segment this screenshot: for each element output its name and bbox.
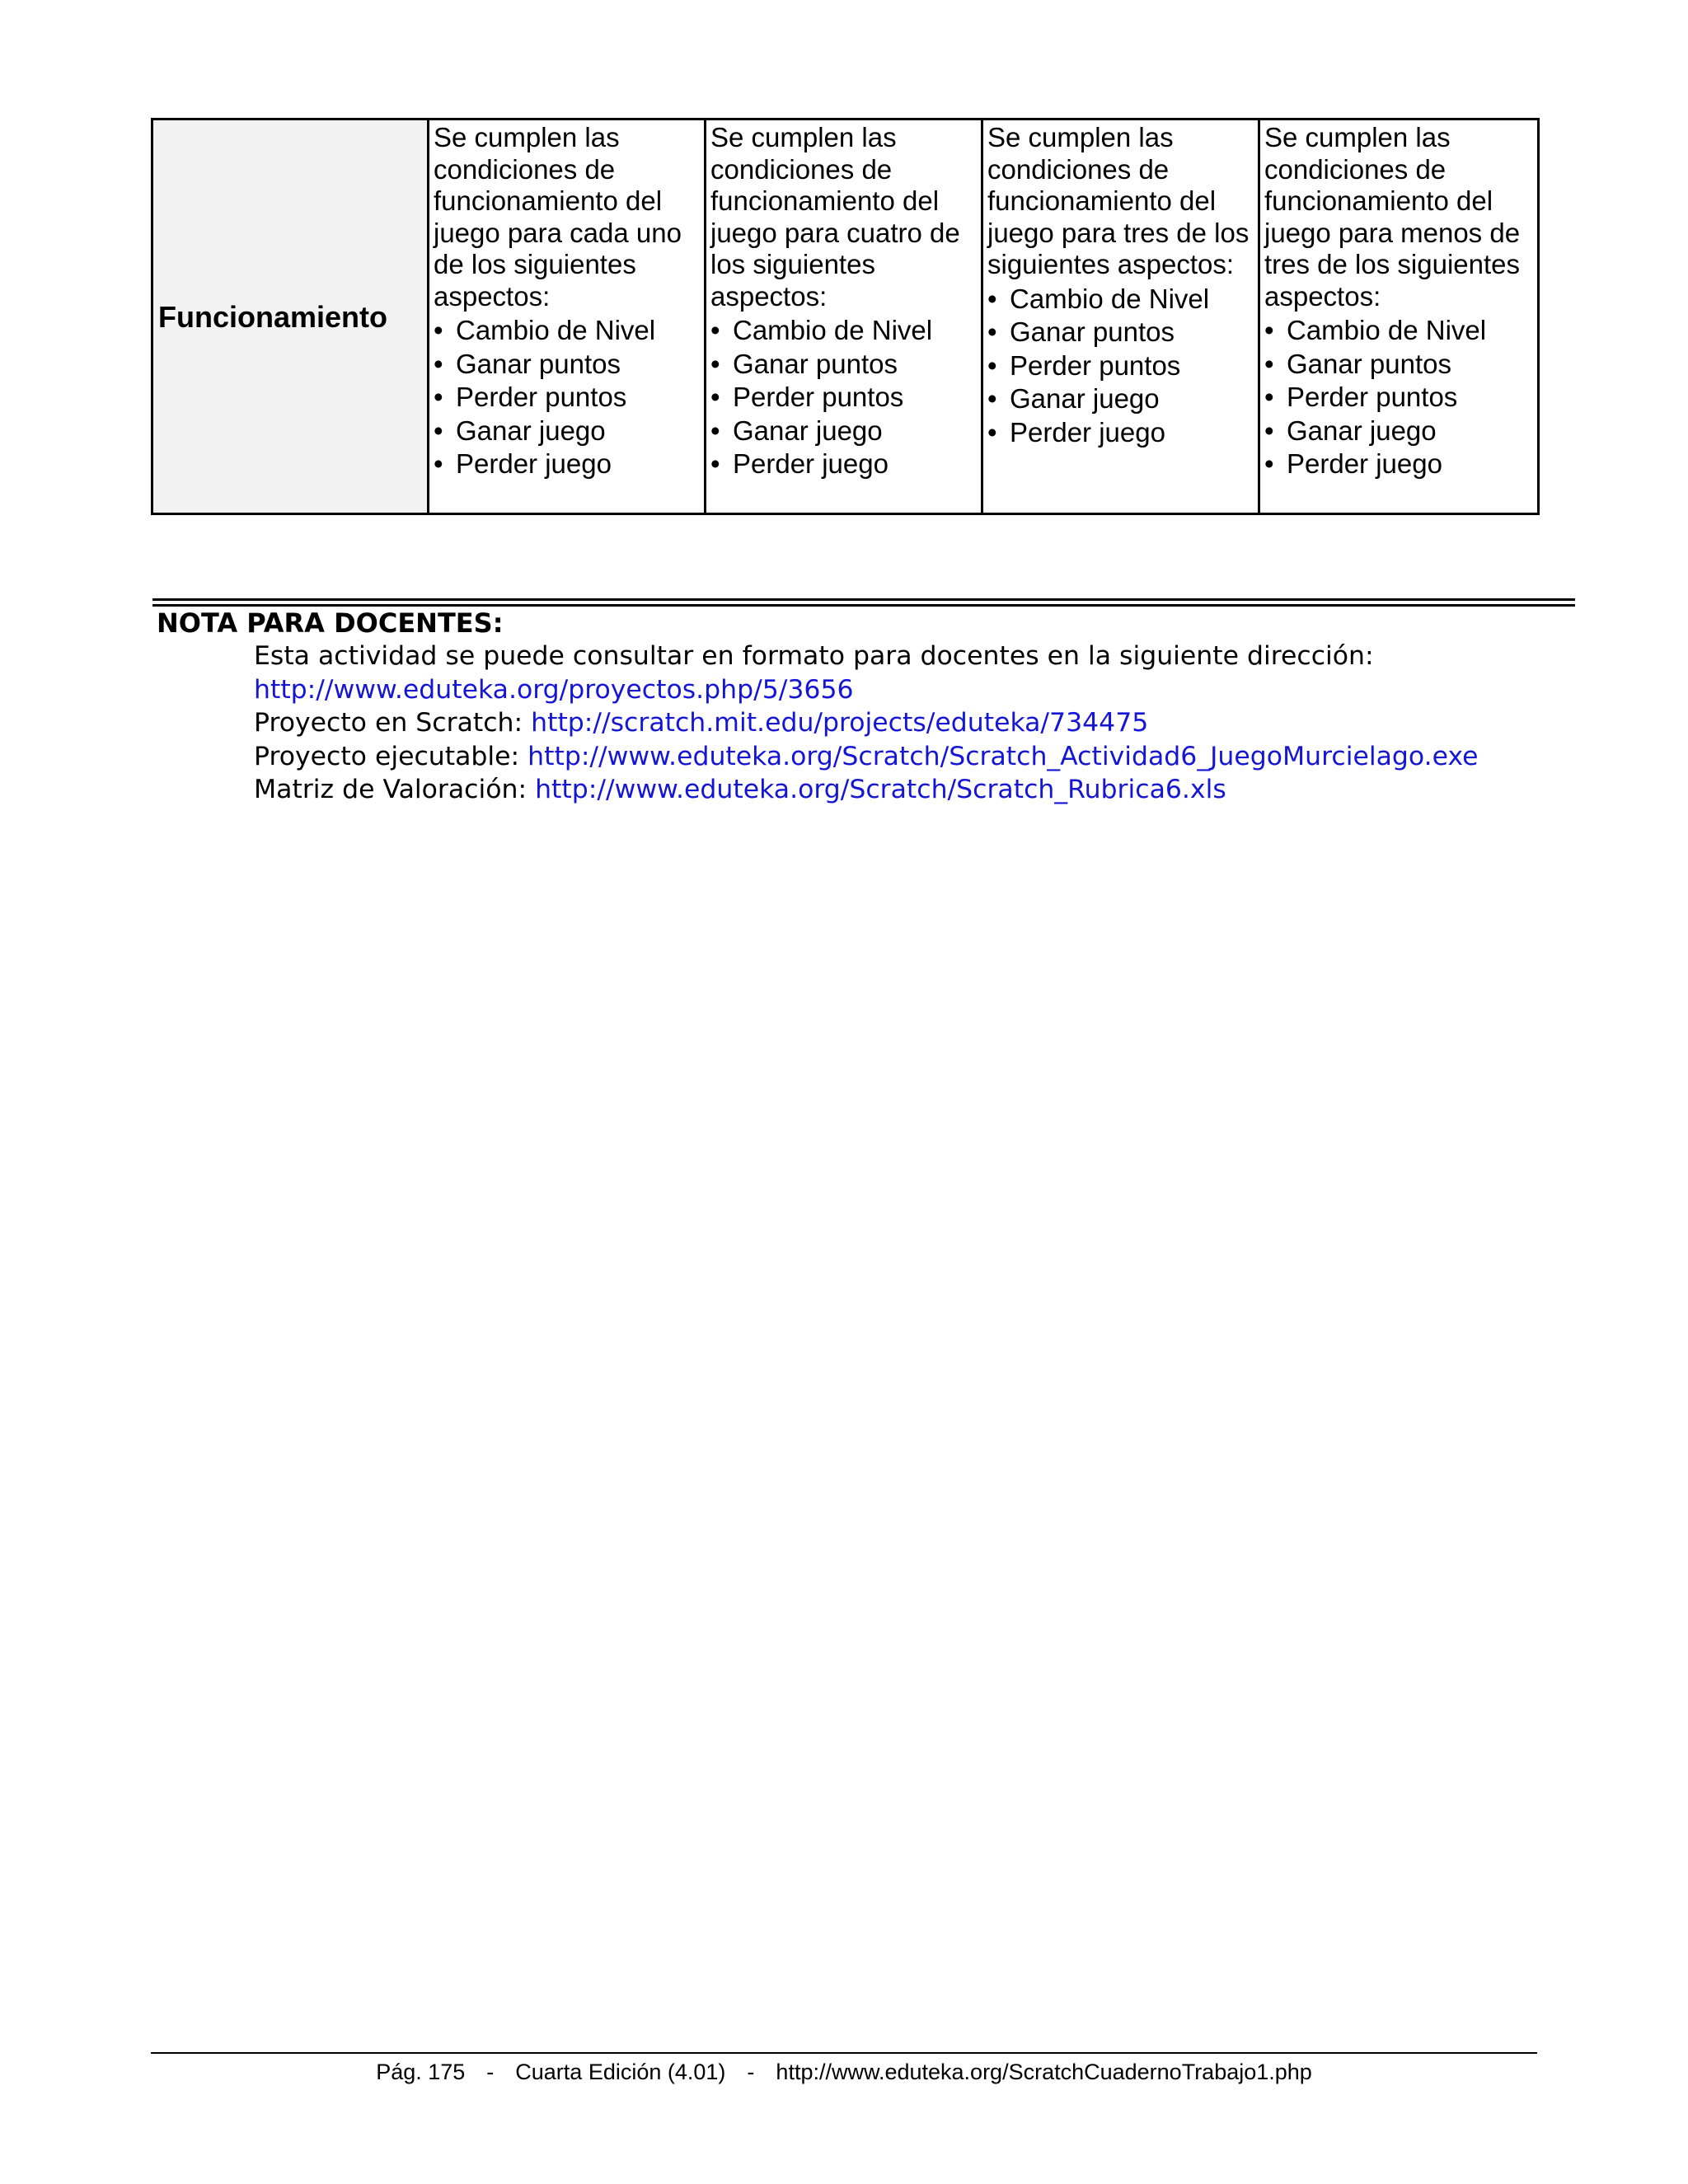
level-cell-2 (706, 120, 982, 514)
bullet-icon: • (1264, 448, 1274, 479)
list-item (434, 381, 701, 415)
bullet-icon: • (987, 316, 997, 347)
list-item (987, 316, 1254, 349)
note-line-scratch-project (254, 706, 1479, 740)
bullet-icon: • (987, 283, 997, 314)
aspect-label: Cambio de Nivel (733, 315, 933, 345)
bullet-icon: • (434, 415, 443, 446)
bullet-icon: • (434, 448, 443, 479)
list-item (710, 348, 978, 382)
bullet-icon: • (434, 348, 443, 379)
list-item (1264, 381, 1534, 415)
aspect-label: Ganar puntos (733, 348, 898, 379)
rubric-link[interactable]: http://www.eduteka.org/Scratch/Scratch_Rubrica6.xls (535, 775, 1226, 804)
aspect-label: Ganar puntos (456, 348, 621, 379)
criterion-cell (152, 120, 429, 514)
bullet-icon: • (434, 315, 443, 345)
rubric-table (151, 118, 1540, 515)
bullet-icon: • (710, 348, 720, 379)
list-item (434, 314, 701, 348)
level-cell-4 (1259, 120, 1539, 514)
list-item (1264, 348, 1534, 382)
list-item (987, 382, 1254, 416)
bullet-icon: • (987, 383, 997, 414)
aspect-label: Perder juego (456, 448, 612, 479)
level-description: Se cumplen las condiciones de funcionamiento del juego para cada uno de los siguientes aspectos: (434, 122, 682, 312)
level-cell-3 (982, 120, 1259, 514)
bullet-icon: • (1264, 415, 1274, 446)
bullet-icon: • (434, 382, 443, 412)
footer-divider (151, 2052, 1537, 2054)
teacher-format-link[interactable]: http://www.eduteka.org/proyectos.php/5/3656 (254, 674, 854, 705)
aspect-label: Cambio de Nivel (1010, 283, 1210, 314)
note-line-rubric (254, 773, 1479, 807)
aspect-list (710, 314, 978, 481)
aspect-label: Perder juego (1010, 416, 1165, 448)
list-item (1264, 448, 1534, 481)
list-item (710, 448, 978, 481)
note-line-executable (254, 740, 1479, 774)
aspect-label: Perder puntos (733, 382, 904, 412)
aspect-list (1264, 314, 1534, 481)
list-item (987, 416, 1254, 450)
bullet-icon: • (987, 349, 997, 381)
aspect-label: Perder juego (1287, 448, 1442, 479)
note-line-label: Matriz de Valoración: (254, 775, 536, 804)
list-item (434, 448, 701, 481)
bullet-icon: • (987, 416, 997, 448)
scratch-project-link[interactable]: http://scratch.mit.edu/projects/eduteka/734475 (531, 708, 1149, 738)
note-body (254, 640, 1479, 807)
aspect-label: Ganar juego (1287, 415, 1437, 446)
page-number: Pág. 175 (376, 2060, 466, 2084)
note-line-label: Proyecto en Scratch: (254, 708, 532, 738)
list-item (987, 283, 1254, 316)
aspect-label: Cambio de Nivel (1287, 315, 1487, 345)
rubric-row-funcionamiento (152, 120, 1539, 514)
bullet-icon: • (1264, 382, 1274, 412)
list-item (434, 415, 701, 448)
bullet-icon: • (1264, 348, 1274, 379)
aspect-label: Perder puntos (456, 382, 627, 412)
footer-separator: - (747, 2060, 755, 2084)
list-item (434, 348, 701, 382)
executable-project-link[interactable]: http://www.eduteka.org/Scratch/Scratch_Actividad6_JuegoMurcielago.exe (528, 741, 1479, 771)
level-cell-1 (429, 120, 706, 514)
aspect-label: Ganar juego (456, 415, 606, 446)
level-description: Se cumplen las condiciones de funcionamiento del juego para tres de los siguientes aspectos: (987, 122, 1250, 279)
level-description: Se cumplen las condiciones de funcionamiento del juego para menos de tres de los siguientes aspectos: (1264, 122, 1521, 312)
list-item (1264, 415, 1534, 448)
list-item (710, 415, 978, 448)
list-item (987, 349, 1254, 383)
criterion-label: Funcionamiento (158, 299, 387, 334)
aspect-label: Perder puntos (1287, 382, 1458, 412)
aspect-label: Perder puntos (1010, 349, 1181, 381)
page-footer (0, 2058, 1688, 2086)
list-item (710, 314, 978, 348)
aspect-label: Ganar juego (1010, 383, 1160, 414)
footer-separator: - (486, 2060, 495, 2084)
note-divider (152, 598, 1575, 601)
note-title: NOTA PARA DOCENTES: (157, 607, 504, 639)
bullet-icon: • (710, 448, 720, 479)
aspect-label: Cambio de Nivel (456, 315, 656, 345)
aspect-label: Perder juego (733, 448, 889, 479)
note-line-main (254, 673, 1479, 707)
bullet-icon: • (1264, 315, 1274, 345)
bullet-icon: • (710, 415, 720, 446)
aspect-list (434, 314, 701, 481)
footer-url: http://www.eduteka.org/ScratchCuadernoTrabajo1.php (776, 2060, 1312, 2084)
level-description: Se cumplen las condiciones de funcionamiento del juego para cuatro de los siguientes aspectos: (710, 122, 960, 312)
list-item (710, 381, 978, 415)
aspect-list (987, 283, 1254, 450)
bullet-icon: • (710, 315, 720, 345)
note-line-label: Proyecto ejecutable: (254, 741, 528, 771)
note-intro: Esta actividad se puede consultar en formato para docentes en la siguiente dirección: (254, 641, 1374, 671)
aspect-label: Ganar juego (733, 415, 883, 446)
bullet-icon: • (710, 382, 720, 412)
aspect-label: Ganar puntos (1010, 316, 1175, 347)
edition-label: Cuarta Edición (4.01) (515, 2060, 726, 2084)
aspect-label: Ganar puntos (1287, 348, 1451, 379)
list-item (1264, 314, 1534, 348)
